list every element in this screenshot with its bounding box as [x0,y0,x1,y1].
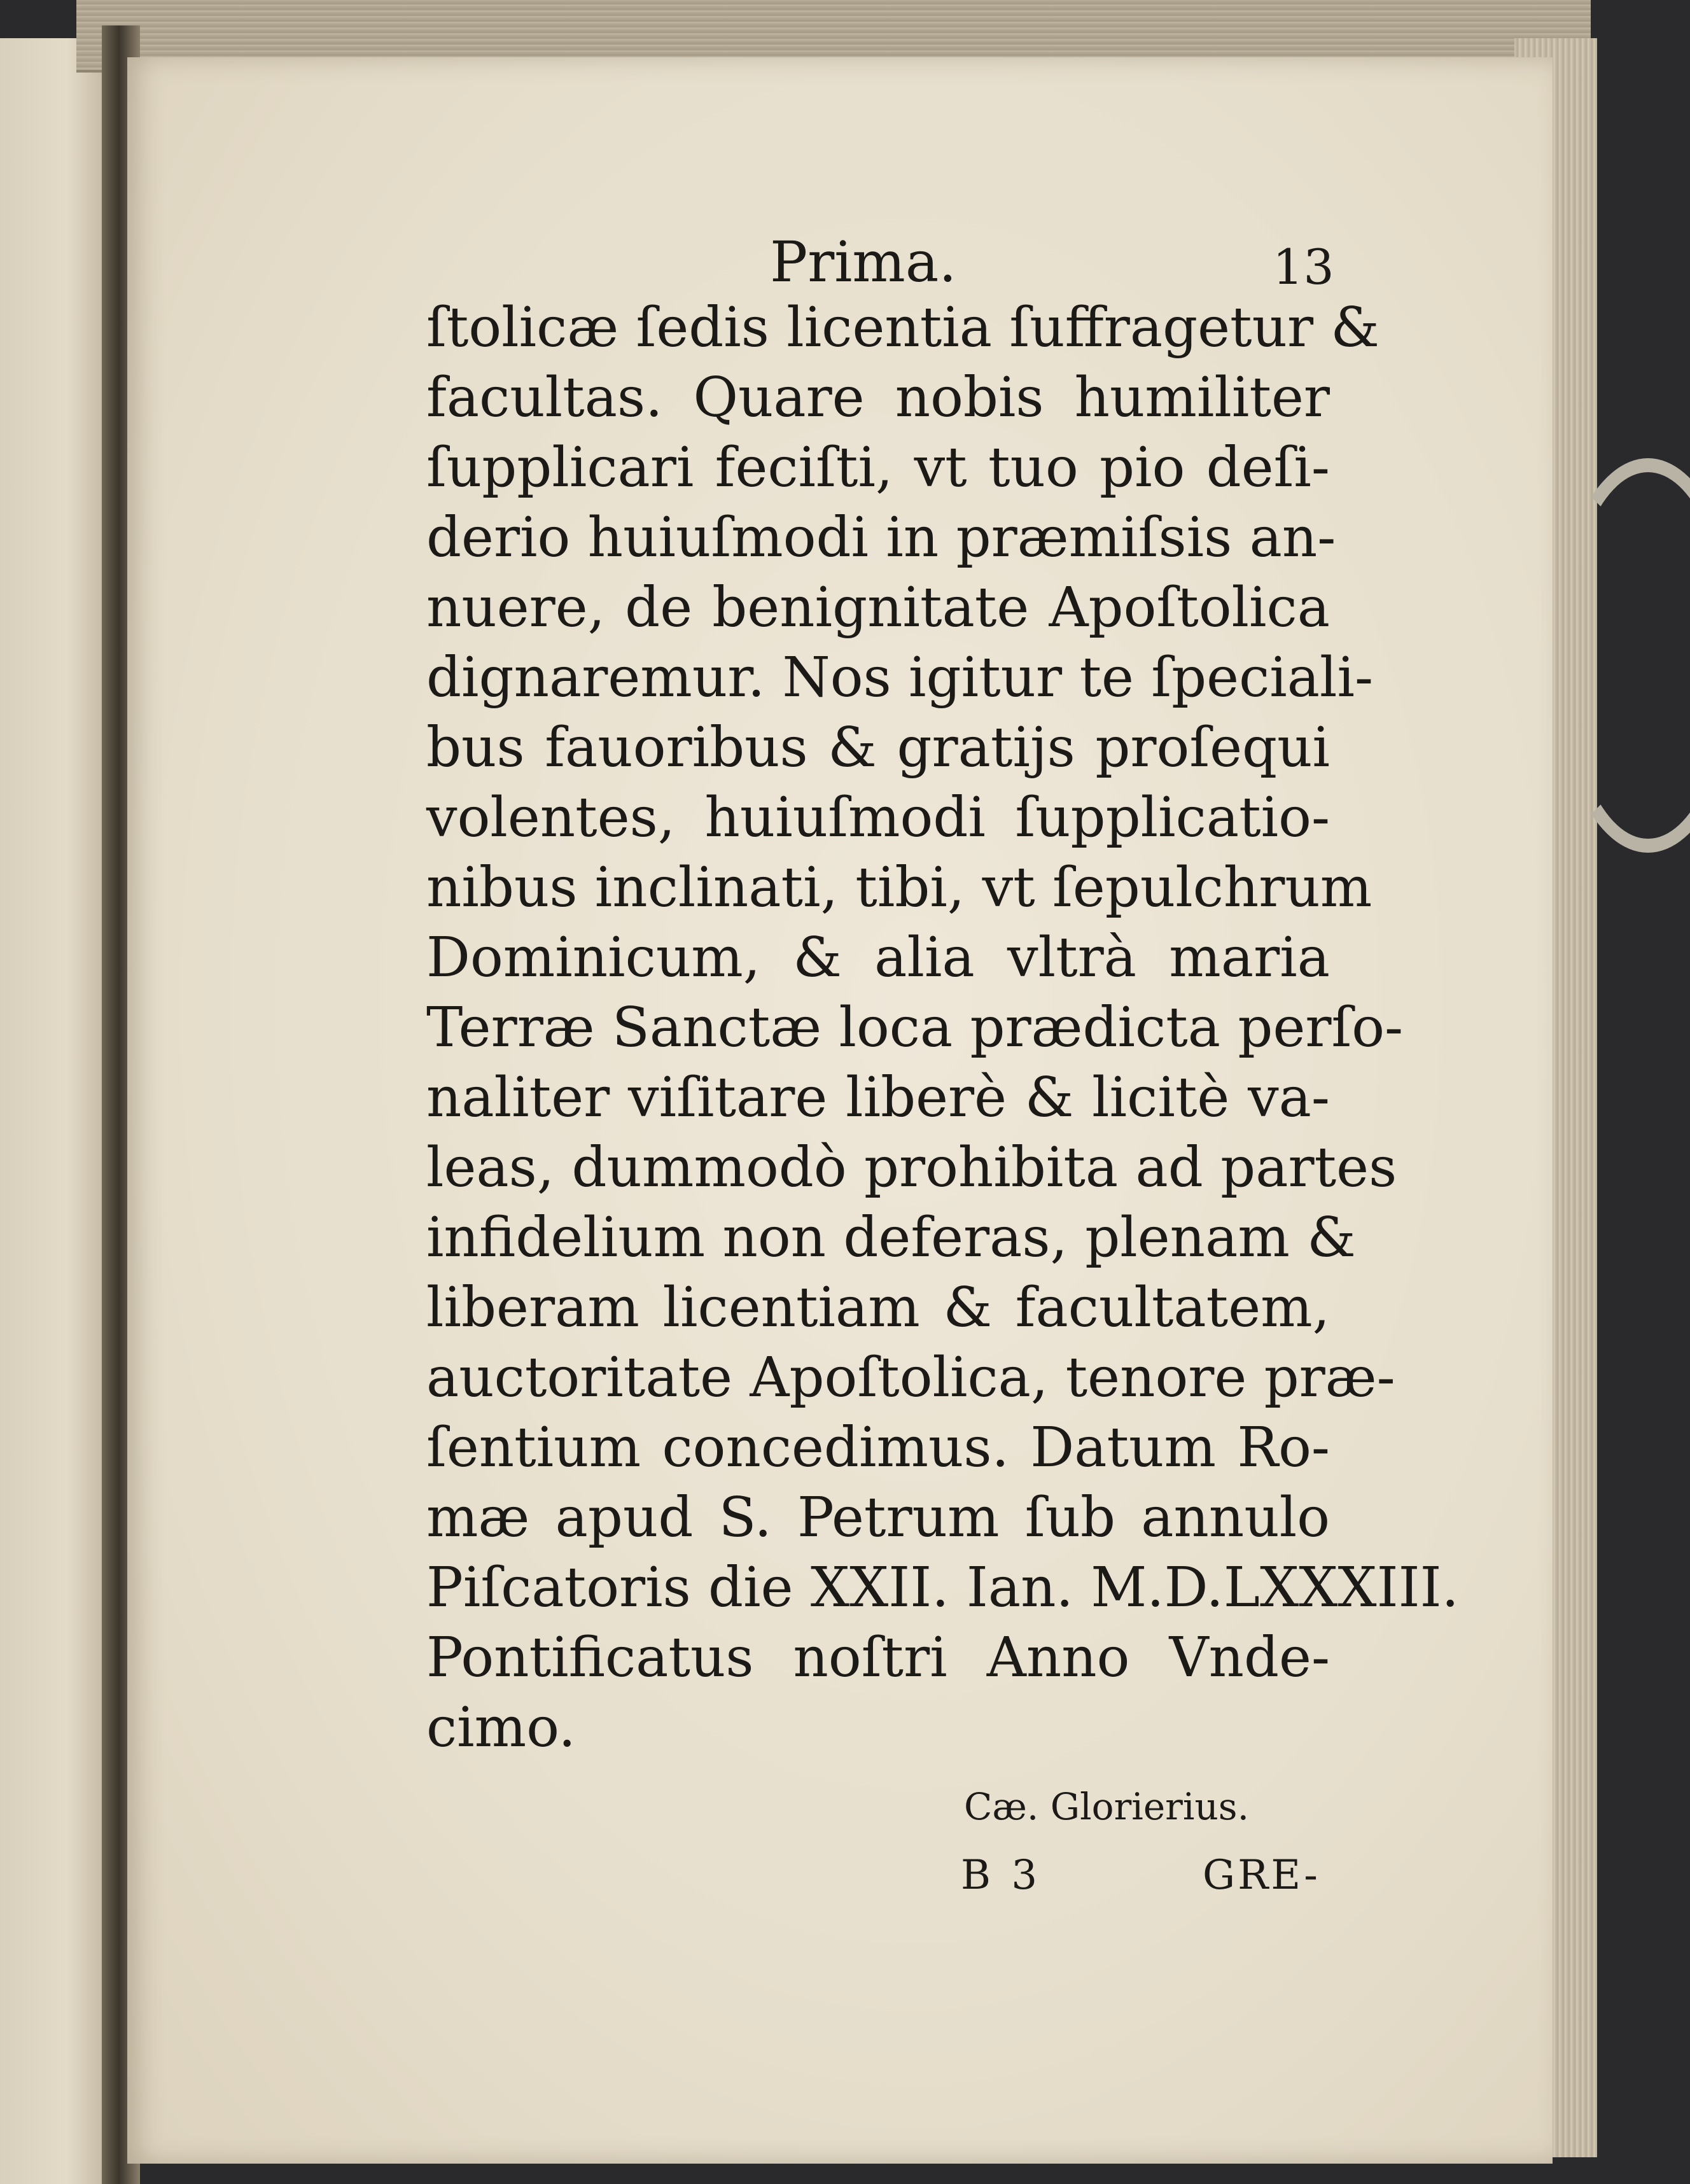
left-facing-page [0,38,111,2184]
text-line: liberam licentiam & facultatem, [426,1276,1330,1340]
text-line: bus fauoribus & gratijs proſequi [426,716,1330,780]
text-line: auctoritate Apoſtolica, tenore præ- [426,1346,1395,1410]
text-line: nuere, de benignitate Apoſtolica [426,576,1330,640]
signatory-name: Cæ. Glorierius. [964,1785,1249,1828]
text-line: Piſcatoris die XXII. Ian. M.D.LXXXIII. [426,1556,1459,1620]
text-line: volentes, huiuſmodi ſupplicatio- [426,786,1330,850]
text-line: ſupplicari feciſti, vt tuo pio deſi- [426,436,1330,500]
text-line: ſentium concedimus. Datum Ro- [426,1416,1330,1480]
running-head: Prima. [770,229,957,295]
text-line: dignaremur. Nos igitur te ſpeciali- [426,646,1374,710]
book-page [127,57,1553,2164]
text-line: nibus inclinati, tibi, vt ſepulchrum [426,856,1372,920]
text-line: mæ apud S. Petrum ſub annulo [426,1486,1330,1550]
signature-mark: B 3 [961,1852,1042,1899]
text-line: cimo. [426,1696,576,1760]
text-line: facultas. Quare nobis humiliter [426,366,1330,430]
text-line: infidelium non deferas, plenam & [426,1206,1356,1270]
text-line: ſtolicæ ſedis licentia ſuffragetur & [426,296,1379,360]
text-line: derio huiuſmodi in præmiſsis an- [426,506,1336,570]
catchword: GRE- [1203,1852,1320,1899]
text-line: Terræ Sanctæ loca prædicta perſo- [426,996,1404,1060]
page-number: 13 [1273,239,1334,295]
text-line: Pontificatus noſtri Anno Vnde- [426,1626,1330,1690]
text-line: Dominicum, & alia vltrà maria [426,926,1330,990]
text-line: leas, dummodò prohibita ad partes [426,1136,1397,1200]
text-line: naliter viſitare liberè & licitè va- [426,1066,1330,1130]
